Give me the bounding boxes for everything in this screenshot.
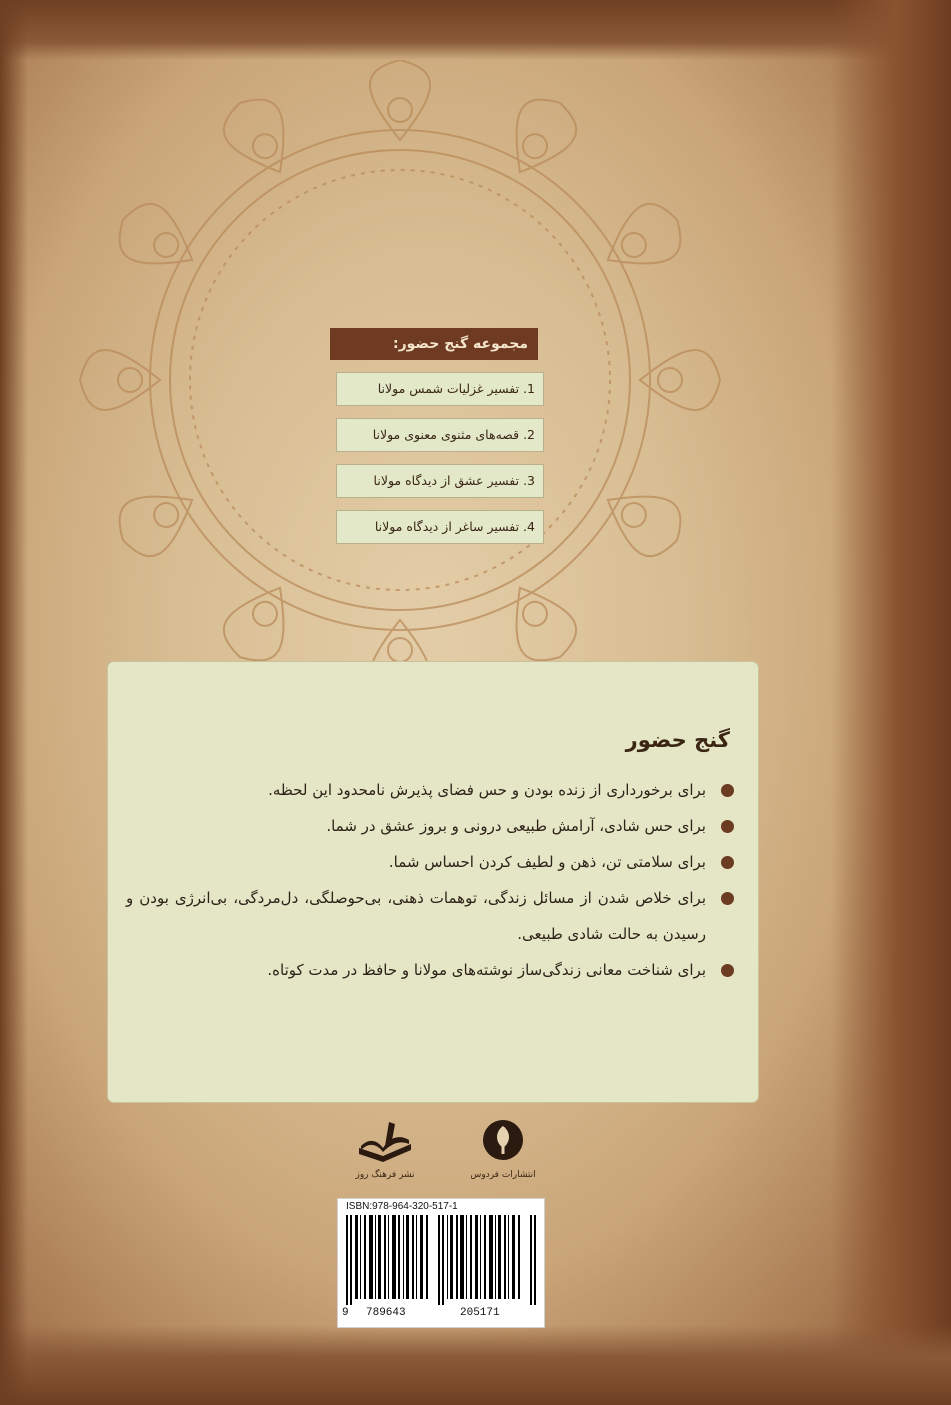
bullet-text: برای خلاص شدن از مسائل زندگی، توهمات ذهنی، بی‌حوصلگی، دل‌مردگی، بی‌انرژی بودن و رسیدن به حالت شادی طبیعی. [126, 889, 706, 943]
bullet-dot-icon [721, 964, 734, 977]
barcode-bars [346, 1215, 538, 1305]
decorative-border-right [831, 0, 951, 1405]
barcode [337, 1198, 545, 1328]
bullet-dot-icon [721, 820, 734, 833]
bullet-item [126, 844, 736, 880]
decorative-border-top [0, 0, 951, 60]
tree-icon [481, 1118, 525, 1162]
bullet-item [126, 952, 736, 988]
barcode-digit-first: 9 [342, 1307, 349, 1319]
bullet-item [126, 772, 736, 808]
decorative-border-bottom [0, 1325, 951, 1405]
series-item: 1. تفسیر غزلیات شمس مولانا [336, 372, 544, 406]
series-item: 2. قصه‌های مثنوی معنوی مولانا [336, 418, 544, 452]
series-item: 3. تفسیر عشق از دیدگاه مولانا [336, 464, 544, 498]
barcode-digits-right: 205171 [460, 1307, 500, 1319]
bullet-dot-icon [721, 856, 734, 869]
barcode-digits-left: 789643 [366, 1307, 406, 1319]
publisher-logo-left [340, 1118, 430, 1198]
bullet-item [126, 808, 736, 844]
description-panel [108, 662, 758, 1102]
isbn-label: ISBN:978-964-320-517-1 [346, 1201, 458, 1212]
publisher-logos [340, 1118, 550, 1198]
series-title: مجموعه گنج حضور: [330, 328, 538, 360]
bullet-text: برای حس شادی، آرامش طبیعی درونی و بروز عشق در شما. [326, 817, 706, 835]
publisher-logo-right [458, 1118, 548, 1198]
publisher-name: نشر فرهنگ روز [355, 1170, 415, 1180]
bullet-list [126, 772, 736, 988]
series-item: 4. تفسیر ساغر از دیدگاه مولانا [336, 510, 544, 544]
bullet-text: برای برخورداری از زنده بودن و حس فضای پذیرش نامحدود این لحظه. [268, 781, 706, 799]
description-title: گنج حضور [625, 728, 730, 752]
publisher-name: انتشارات فردوس [470, 1170, 536, 1180]
bullet-dot-icon [721, 892, 734, 905]
bullet-text: برای سلامتی تن، ذهن و لطیف کردن احساس شما. [388, 853, 706, 871]
series-list [330, 328, 538, 544]
bullet-text: برای شناخت معانی زندگی‌ساز نوشته‌های مولانا و حافظ در مدت کوتاه. [267, 961, 706, 979]
book-icon [355, 1118, 415, 1162]
bullet-dot-icon [721, 784, 734, 797]
bullet-item [126, 880, 736, 952]
decorative-border-left [0, 0, 28, 1405]
